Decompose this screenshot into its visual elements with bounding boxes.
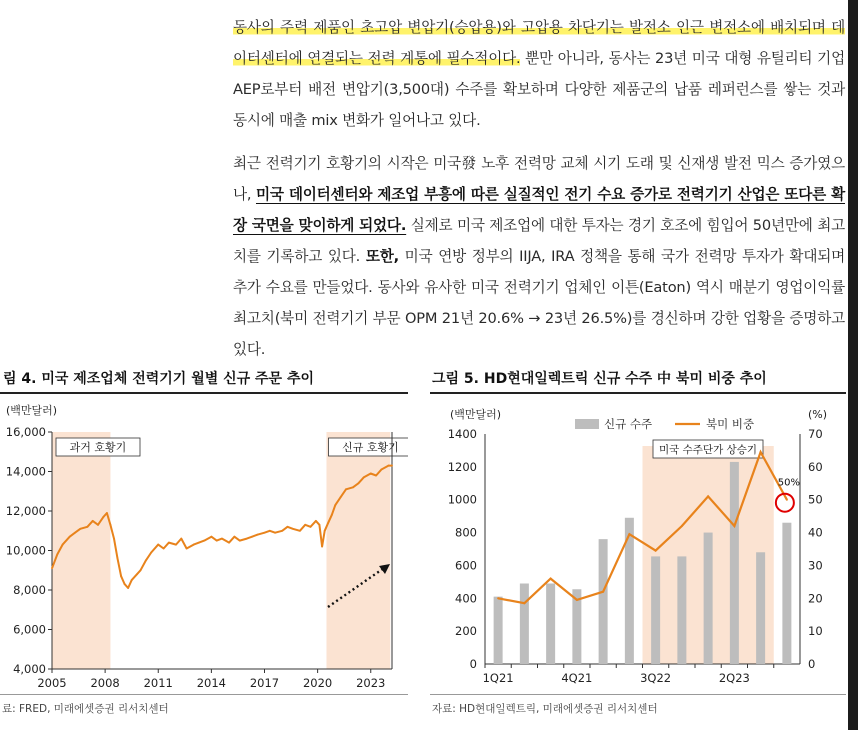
new-orders-point (281, 530, 283, 532)
annotation-label: 미국 수주단가 상승기 (659, 444, 757, 456)
paragraph-1 (233, 12, 845, 136)
new-orders-point (56, 554, 58, 556)
new-orders-point (264, 532, 266, 534)
new-orders-point (79, 528, 81, 530)
new-orders-point (120, 575, 122, 577)
new-orders-point (97, 524, 99, 526)
y-tick-label: 8,000 (13, 583, 46, 597)
new-orders-point (310, 526, 312, 528)
y-tick-label: 12,000 (5, 504, 46, 518)
new-orders-point (127, 587, 129, 589)
new-orders-point (380, 469, 382, 471)
new-orders-point (51, 567, 53, 569)
figure-5-bottom-rule (430, 694, 846, 695)
new-orders-point (315, 520, 317, 522)
na-share-point (497, 597, 499, 599)
new-orders-point (292, 528, 294, 530)
y-tick-label-left: 600 (455, 558, 477, 573)
new-orders-point (363, 477, 365, 479)
na-share-point (576, 599, 578, 601)
boom-period-shade (52, 432, 110, 669)
paragraph-2-end: 미국 연방 정부의 IIJA, IRA 정책을 통해 국가 전력망 투자가 확대되며 추가 수요를 만들었다. 동사와 유사한 미국 전력기기 업체인 이튼(Eaton) 역시 매분기 영업이익률 최고치(북미 전력기기 부문 OPM 21년 20.6% → 23년 26.5%)를 경신하며 강한 업황을 증명하고 있다. (233, 248, 846, 358)
x-tick-label: 2008 (90, 676, 120, 690)
order-bar (704, 533, 713, 664)
new-orders-point (102, 516, 104, 518)
na-share-point (628, 533, 630, 535)
highlighted-sentence: 동사의 주력 제품인 초고압 변압기(승압용)와 고압용 차단기는 발전소 인근 변전소에 배치되며 데이터센터에 연결되는 전력 계통에 필수적이다. (233, 19, 845, 67)
y-tick-label: 6,000 (13, 622, 46, 637)
new-orders-point (370, 473, 372, 475)
paragraph-2-intro: 최근 전력기기 호황기의 시작은 미국發 노후 전력망 교체 시기 도래 및 신재생 발전 믹스 증가였으나, (233, 155, 845, 203)
data-label: 50% (777, 477, 800, 489)
x-tick-label: 2005 (37, 676, 67, 690)
legend-bar-swatch (575, 419, 599, 429)
new-orders-point (239, 540, 241, 542)
figure-4-bottom-rule (0, 694, 408, 695)
new-orders-point (334, 504, 336, 506)
new-orders-point (318, 524, 320, 526)
na-share-point (681, 525, 683, 527)
new-orders-point (327, 522, 329, 524)
y-tick-label-right: 70 (808, 427, 823, 441)
y-tick-label-left: 400 (455, 591, 477, 606)
x-tick-label: 2017 (249, 676, 280, 690)
new-orders-point (340, 496, 342, 498)
paragraph-2-middle: 실제로 미국 제조업에 대한 투자는 경기 호조에 힘입어 50년만에 최고치를 기록하고 있다. (233, 217, 845, 265)
y-tick-label-right: 40 (808, 525, 823, 540)
y-tick-label-right: 50 (808, 492, 823, 507)
new-orders-point (92, 520, 94, 522)
bold-connector: 또한, (365, 248, 399, 265)
new-orders-point (180, 538, 182, 540)
new-orders-point (375, 475, 377, 477)
order-bar (756, 552, 765, 664)
new-orders-point (150, 552, 152, 554)
new-orders-point (168, 542, 170, 544)
new-orders-point (299, 530, 301, 532)
y-tick-label-left: 1400 (447, 427, 477, 441)
y-tick-label-right: 30 (808, 558, 823, 573)
underlined-key-sentence: 미국 데이터센터와 제조업 부흥에 따른 실질적인 전기 수요 증가로 전력기기 산업은 또다른 확장 국면을 맞이하게 되었다. (233, 186, 846, 234)
new-orders-point (136, 573, 138, 575)
new-orders-point (324, 530, 326, 532)
new-orders-point (62, 544, 64, 546)
new-orders-point (106, 512, 108, 514)
new-orders-point (117, 558, 119, 560)
na-share-point (707, 495, 709, 497)
new-orders-point (304, 524, 306, 526)
paragraph-1-rest: 뿐만 아니라, 동사는 23년 미국 대형 유틸리티 기업 AEP로부터 배전 변압기(3,500대) 수주를 확보하며 다양한 제품군의 납품 레퍼런스를 쌓는 것과 동시에 매출 mix 변화가 일어나고 있다. (233, 50, 845, 129)
y-tick-label: 14,000 (5, 464, 46, 479)
order-bar (599, 539, 608, 664)
figure-5-chart (430, 394, 846, 694)
new-orders-point (140, 569, 142, 571)
new-orders-point (198, 542, 200, 544)
y-tick-label: 16,000 (5, 425, 46, 439)
legend-bar-label: 신규 수주 (604, 417, 653, 431)
new-orders-point (357, 482, 359, 484)
y-tick-label: 4,000 (13, 662, 46, 676)
new-orders-point (157, 544, 159, 546)
y-axis-label-left: (백만달러) (450, 408, 502, 421)
figure-5-source: 자료: HD현대일렉트릭, 미래에셋증권 리서치센터 (432, 703, 658, 715)
y-axis-label: (백만달러) (6, 404, 58, 417)
figure-4-title: 림 4. 미국 제조업체 전력기기 월별 신규 주문 추이 (3, 371, 315, 387)
new-orders-point (145, 559, 147, 561)
new-orders-point (257, 534, 259, 536)
na-share-point (760, 451, 762, 453)
paragraph-2 (233, 148, 845, 365)
y-tick-label-right: 60 (808, 459, 823, 474)
new-orders-point (113, 538, 115, 540)
y-tick-label-left: 0 (469, 657, 477, 671)
new-orders-point (251, 536, 253, 538)
x-tick-label: 3Q22 (640, 671, 672, 685)
y-tick-label: 10,000 (5, 543, 46, 558)
new-orders-point (228, 542, 230, 544)
new-orders-point (216, 540, 218, 542)
new-orders-point (131, 579, 133, 581)
new-orders-point (69, 536, 71, 538)
new-orders-point (233, 536, 235, 538)
na-share-point (733, 525, 735, 527)
new-orders-point (163, 548, 165, 550)
new-orders-point (210, 536, 212, 538)
figure-4-chart (0, 394, 408, 694)
new-orders-point (175, 544, 177, 546)
y-tick-label-right: 20 (808, 591, 823, 606)
x-tick-label: 2023 (356, 676, 386, 690)
figure-4-source: 료: FRED, 미래에셋증권 리서치센터 (2, 703, 169, 715)
x-tick-label: 1Q21 (482, 671, 514, 685)
new-orders-point (388, 465, 390, 467)
annotation-label: 신규 호황기 (342, 441, 399, 454)
new-orders-point (352, 486, 354, 488)
y-tick-label-left: 1200 (447, 459, 477, 474)
new-orders-point (87, 526, 89, 528)
new-orders-point (274, 532, 276, 534)
new-orders-point (124, 583, 126, 585)
order-bar (651, 556, 660, 664)
y-tick-label-left: 1000 (447, 492, 477, 507)
order-bar (494, 597, 503, 664)
new-orders-point (246, 538, 248, 540)
annotation-label: 과거 호황기 (69, 441, 127, 454)
na-share-point (602, 591, 604, 593)
y-tick-label-right: 10 (808, 624, 823, 639)
x-tick-label: 2014 (196, 676, 227, 690)
y-tick-label-left: 200 (455, 624, 477, 639)
boom-period-shade (326, 432, 390, 669)
new-orders-point (269, 530, 271, 532)
new-orders-point (331, 514, 333, 516)
figure-5-title: 그림 5. HD현대일렉트릭 신규 수주 中 북미 비중 추이 (432, 371, 767, 387)
new-orders-point (110, 524, 112, 526)
new-orders-point (186, 548, 188, 550)
x-tick-label: 4Q21 (561, 671, 593, 685)
y-tick-label-right: 0 (808, 657, 816, 671)
order-bar (520, 584, 529, 665)
body-text (233, 12, 845, 365)
new-orders-point (203, 540, 205, 542)
new-orders-point (193, 544, 195, 546)
new-orders-point (287, 526, 289, 528)
legend-line-label: 북미 비중 (706, 417, 755, 431)
order-bar (730, 462, 739, 664)
y-tick-label-left: 800 (455, 525, 477, 540)
new-orders-point (321, 546, 323, 548)
new-orders-point (221, 538, 223, 540)
order-bar (782, 523, 791, 664)
na-share-point (786, 499, 788, 501)
viewer-edge (848, 0, 858, 730)
y-axis-label-right: (%) (808, 408, 828, 421)
na-share-point (523, 602, 525, 604)
new-orders-point (74, 532, 76, 534)
x-tick-label: 2011 (143, 676, 173, 690)
na-share-point (550, 578, 552, 580)
new-orders-point (345, 488, 347, 490)
new-orders-point (391, 465, 393, 467)
order-bar (546, 584, 555, 665)
order-bar (677, 556, 686, 664)
na-share-point (655, 550, 657, 552)
x-tick-label: 2Q23 (718, 671, 750, 685)
x-tick-label: 2020 (302, 676, 333, 690)
